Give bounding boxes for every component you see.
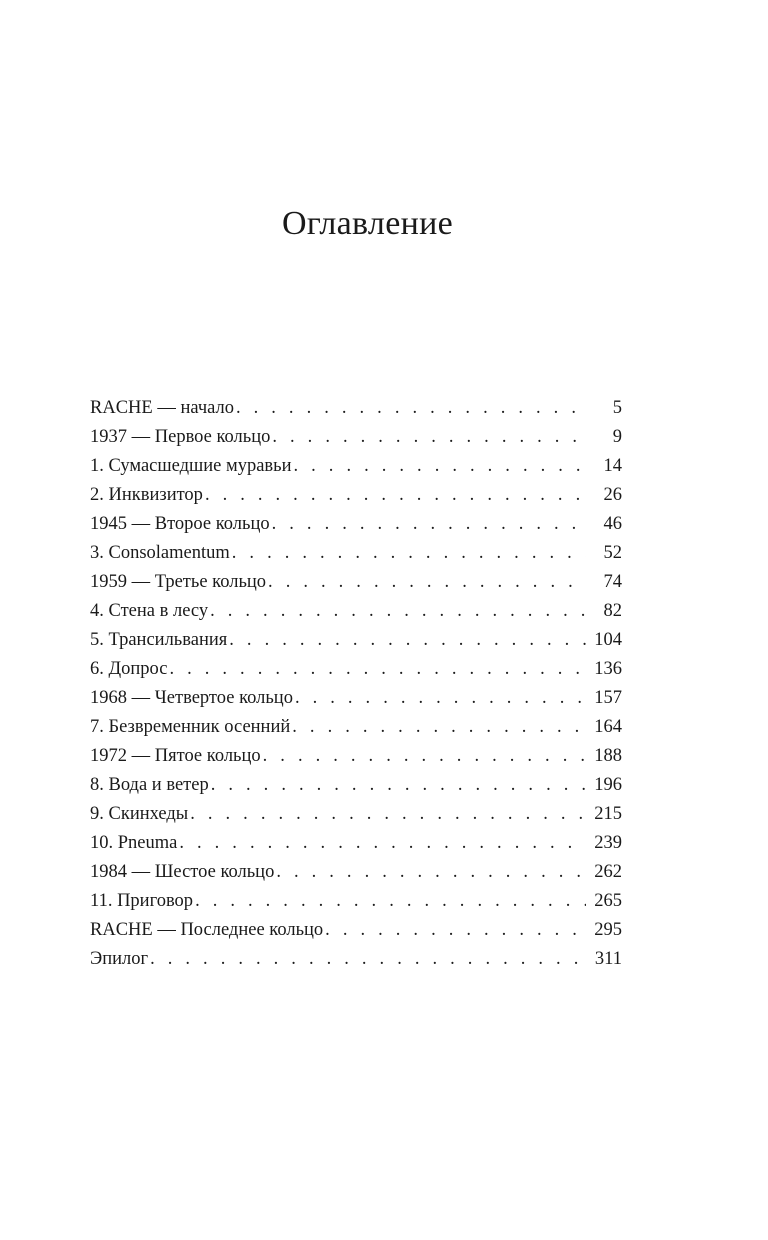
toc-entry-title: 8. Вода и ветер (90, 775, 209, 795)
toc-entry-page: 196 (594, 775, 622, 795)
toc-entry-title: 1959 — Третье кольцо (90, 572, 267, 592)
toc-entry-title: 1972 — Пятое кольцо (90, 746, 261, 766)
dot-leader (325, 916, 586, 945)
toc-entry (90, 568, 622, 597)
toc-entry (90, 945, 622, 974)
toc-entry-page: 239 (594, 833, 622, 853)
dot-leader (292, 713, 586, 742)
toc-entry-title: 2. Инквизитор (90, 485, 203, 505)
dot-leader (276, 858, 586, 887)
toc-entry-page: 104 (594, 630, 622, 650)
toc-entry (90, 742, 622, 771)
dot-leader (272, 423, 586, 452)
toc-entry (90, 858, 622, 887)
dot-leader (195, 887, 586, 916)
toc-entry-page: 74 (603, 572, 622, 592)
toc-entry (90, 597, 622, 626)
toc-entry-title: Эпилог (90, 949, 149, 969)
dot-leader (295, 684, 586, 713)
toc-entry-page: 52 (603, 543, 622, 563)
toc-entry (90, 510, 622, 539)
dot-leader (190, 800, 586, 829)
dot-leader (169, 655, 586, 684)
toc-entry-page: 5 (612, 398, 622, 418)
toc-entry-title: 3. Consolamentum (90, 543, 230, 563)
toc-entry-title: 4. Стена в лесу (90, 601, 209, 621)
toc-entry-page: 9 (612, 427, 622, 447)
dot-leader (210, 597, 586, 626)
toc-entry-page: 262 (594, 862, 622, 882)
toc-entry-page: 82 (603, 601, 622, 621)
dot-leader (268, 568, 586, 597)
dot-leader (272, 510, 586, 539)
dot-leader (205, 481, 586, 510)
dot-leader (211, 771, 586, 800)
toc-entry-page: 188 (594, 746, 622, 766)
toc-entry (90, 452, 622, 481)
toc-entry (90, 887, 622, 916)
dot-leader (294, 452, 587, 481)
dot-leader (229, 626, 586, 655)
toc-entry-page: 46 (603, 514, 622, 534)
toc-entry (90, 423, 622, 452)
dot-leader (179, 829, 586, 858)
toc-entry-title: 1937 — Первое кольцо (90, 427, 271, 447)
dot-leader (232, 539, 586, 568)
toc-entry (90, 626, 622, 655)
toc-entry-page: 157 (594, 688, 622, 708)
toc-entry-page: 14 (603, 456, 622, 476)
toc-entry-title: 1968 — Четвертое кольцо (90, 688, 293, 708)
dot-leader (150, 945, 586, 974)
toc-entry (90, 655, 622, 684)
toc-entry (90, 800, 622, 829)
toc-entry (90, 829, 622, 858)
toc-entry-title: 7. Безвременник осенний (90, 717, 291, 737)
toc-entry-title: 1945 — Второе кольцо (90, 514, 270, 534)
toc-entry-title: RACHE — Последнее кольцо (90, 920, 324, 940)
toc-entry (90, 481, 622, 510)
dot-leader (263, 742, 586, 771)
toc-entry (90, 916, 622, 945)
dot-leader (236, 394, 586, 423)
toc-entry-page: 136 (594, 659, 622, 679)
toc-entry (90, 539, 622, 568)
toc-entry-title: RACHE — начало (90, 398, 234, 418)
toc-entry (90, 394, 622, 423)
toc-entry-title: 5. Трансильвания (90, 630, 228, 650)
toc-entry (90, 771, 622, 800)
toc-entry (90, 713, 622, 742)
toc-entry-page: 164 (594, 717, 622, 737)
table-of-contents (90, 394, 622, 974)
toc-entry (90, 684, 622, 713)
toc-entry-page: 311 (594, 949, 622, 969)
toc-entry-title: 1. Сумасшедшие муравьи (90, 456, 292, 476)
toc-entry-page: 215 (594, 804, 622, 824)
toc-entry-page: 26 (603, 485, 622, 505)
page-title: Оглавление (282, 205, 453, 242)
toc-entry-title: 9. Скинхеды (90, 804, 189, 824)
toc-entry-title: 10. Pneuma (90, 833, 178, 853)
toc-entry-title: 6. Допрос (90, 659, 168, 679)
toc-entry-page: 295 (594, 920, 622, 940)
toc-entry-page: 265 (594, 891, 622, 911)
toc-entry-title: 1984 — Шестое кольцо (90, 862, 275, 882)
toc-entry-title: 11. Приговор (90, 891, 194, 911)
